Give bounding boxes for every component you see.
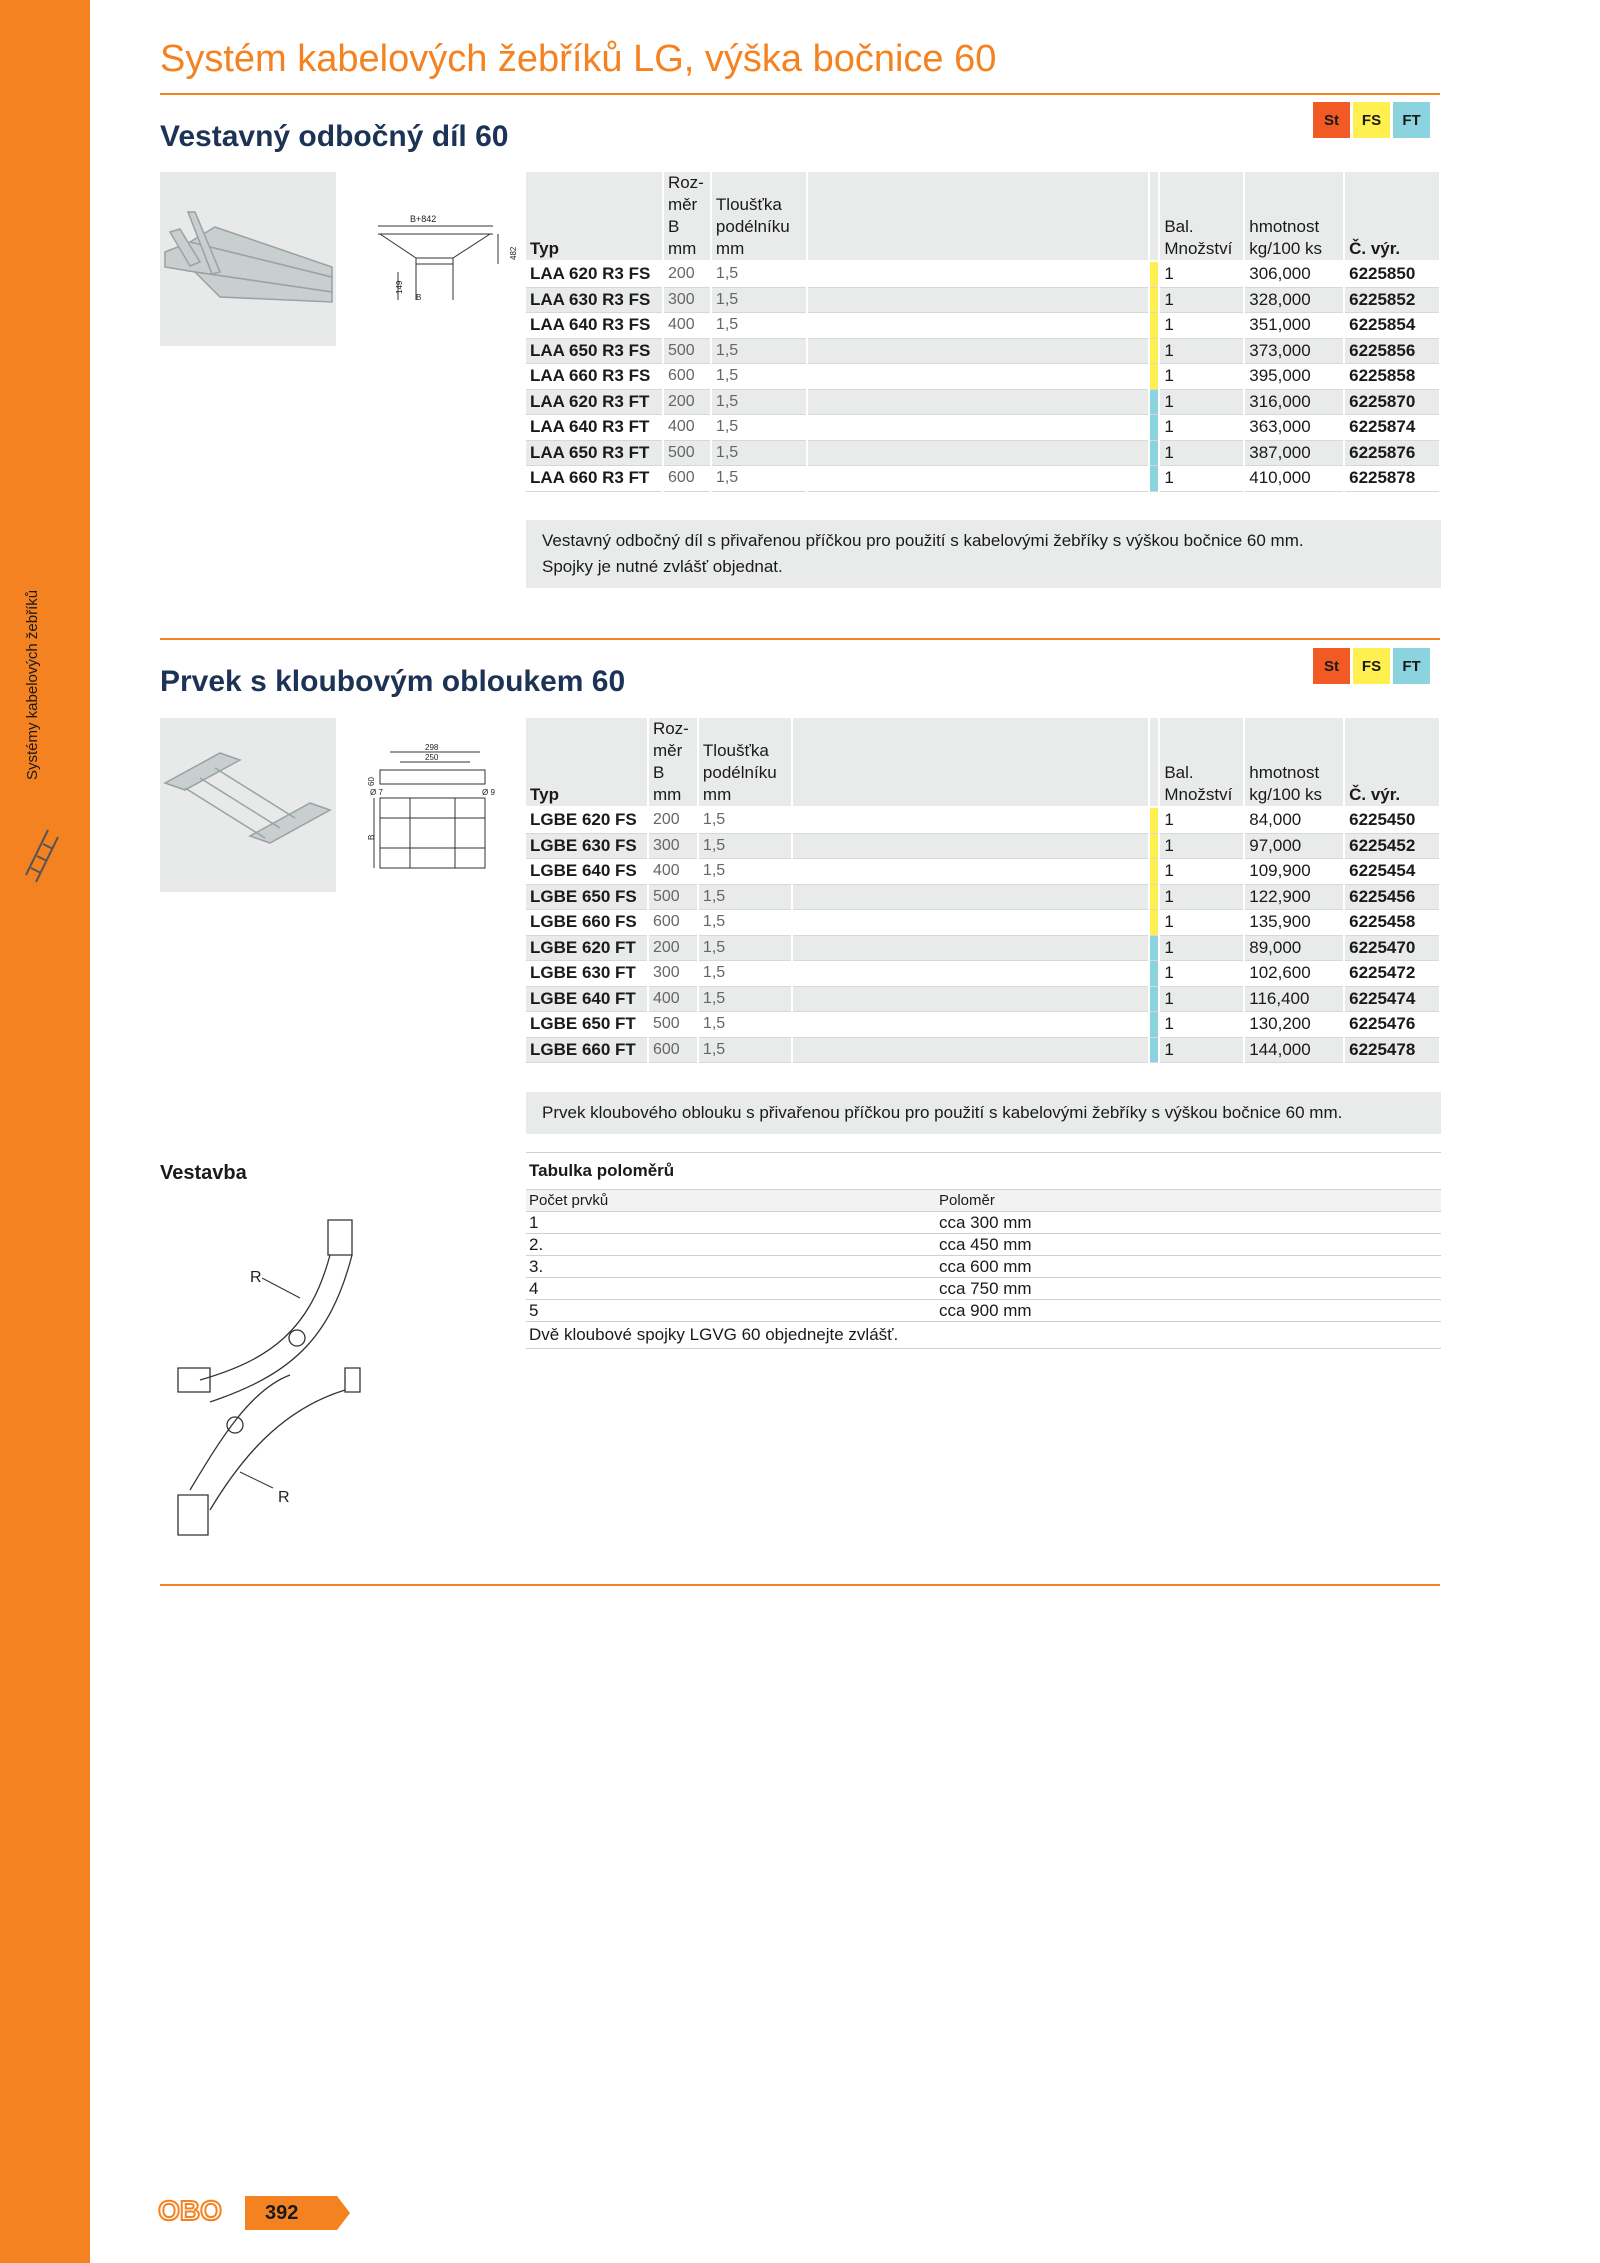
material-indicator bbox=[1149, 466, 1159, 492]
radius-col-radius: Poloměr bbox=[936, 1190, 1441, 1212]
product-table-1 bbox=[526, 172, 1441, 492]
cell-rozmer: 600 bbox=[648, 910, 698, 936]
dim-60: 60 bbox=[367, 777, 376, 786]
cell-tloustka: 1,5 bbox=[698, 833, 792, 859]
cell-rozmer: 200 bbox=[648, 935, 698, 961]
col-tloustka: Tloušťka podélníku mm bbox=[711, 172, 807, 261]
table-row bbox=[526, 338, 1440, 364]
cell-bal: 1 bbox=[1159, 287, 1244, 313]
table-row bbox=[526, 910, 1440, 936]
section1-note: Vestavný odbočný díl s přivařenou příčkou pro použití s kabelovými žebříky s výškou bočnice 60 mm. Spojky je nutné zvlášť objednat. bbox=[526, 520, 1441, 588]
material-indicator bbox=[1149, 833, 1159, 859]
cell-rozmer: 200 bbox=[648, 807, 698, 833]
cell-cvyr: 6225852 bbox=[1344, 287, 1440, 313]
cell-hmotnost: 130,200 bbox=[1244, 1012, 1344, 1038]
cell-tloustka: 1,5 bbox=[711, 287, 807, 313]
cell-bal: 1 bbox=[1159, 1037, 1244, 1063]
cell-typ: LGBE 620 FS bbox=[526, 807, 648, 833]
radius-count: 4 bbox=[526, 1278, 936, 1300]
bottom-rule bbox=[160, 1584, 1440, 1586]
cell-tloustka: 1,5 bbox=[711, 440, 807, 466]
table-row bbox=[526, 1012, 1440, 1038]
radius-value: cca 600 mm bbox=[936, 1256, 1441, 1278]
material-badges-2 bbox=[1313, 648, 1430, 684]
material-indicator bbox=[1149, 338, 1159, 364]
product-table-2 bbox=[526, 718, 1441, 1063]
material-indicator bbox=[1149, 961, 1159, 987]
cell-cvyr: 6225474 bbox=[1344, 986, 1440, 1012]
radius-table bbox=[526, 1152, 1441, 1349]
svg-text:OBO: OBO bbox=[158, 2195, 222, 2226]
cell-typ: LGBE 630 FS bbox=[526, 833, 648, 859]
cell-rozmer: 500 bbox=[648, 884, 698, 910]
cell-typ: LGBE 660 FS bbox=[526, 910, 648, 936]
radius-row bbox=[526, 1278, 1441, 1300]
cell-rozmer: 300 bbox=[663, 287, 711, 313]
cell-bal: 1 bbox=[1159, 313, 1244, 339]
cell-spacer bbox=[792, 961, 1149, 987]
radius-count: 5 bbox=[526, 1300, 936, 1322]
cell-bal: 1 bbox=[1159, 466, 1244, 492]
table-row bbox=[526, 261, 1440, 287]
label-r-bottom: R bbox=[278, 1489, 290, 1506]
page-title: Systém kabelových žebříků LG, výška bočnice 60 bbox=[160, 38, 997, 80]
cell-tloustka: 1,5 bbox=[698, 1037, 792, 1063]
material-indicator bbox=[1149, 415, 1159, 441]
table-row bbox=[526, 364, 1440, 390]
table-row bbox=[526, 986, 1440, 1012]
col-cvyr: Č. výr. bbox=[1344, 718, 1440, 807]
material-badges-1 bbox=[1313, 102, 1430, 138]
table-row bbox=[526, 415, 1440, 441]
radius-value: cca 300 mm bbox=[936, 1212, 1441, 1234]
sidebar-label: Systémy kabelových žebříků bbox=[24, 589, 41, 780]
cell-hmotnost: 102,600 bbox=[1244, 961, 1344, 987]
radius-table-title: Tabulka poloměrů bbox=[526, 1153, 1441, 1190]
cell-spacer bbox=[792, 859, 1149, 885]
col-tloustka: Tloušťka podélníku mm bbox=[698, 718, 792, 807]
table-row bbox=[526, 859, 1440, 885]
obo-logo bbox=[150, 2196, 230, 2226]
cell-bal: 1 bbox=[1159, 859, 1244, 885]
cell-hmotnost: 316,000 bbox=[1244, 389, 1344, 415]
cell-tloustka: 1,5 bbox=[711, 313, 807, 339]
material-indicator bbox=[1149, 910, 1159, 936]
drawing-2 bbox=[360, 738, 508, 888]
cell-hmotnost: 144,000 bbox=[1244, 1037, 1344, 1063]
table-row bbox=[526, 1037, 1440, 1063]
cell-typ: LGBE 640 FT bbox=[526, 986, 648, 1012]
cell-spacer bbox=[792, 986, 1149, 1012]
cell-tloustka: 1,5 bbox=[698, 859, 792, 885]
cell-tloustka: 1,5 bbox=[711, 415, 807, 441]
cell-tloustka: 1,5 bbox=[711, 364, 807, 390]
cell-rozmer: 600 bbox=[663, 466, 711, 492]
cell-cvyr: 6225472 bbox=[1344, 961, 1440, 987]
title-rule bbox=[160, 93, 1440, 95]
cell-typ: LGBE 650 FS bbox=[526, 884, 648, 910]
cell-rozmer: 300 bbox=[648, 833, 698, 859]
cell-spacer bbox=[792, 910, 1149, 936]
cell-spacer bbox=[792, 1037, 1149, 1063]
cell-tloustka: 1,5 bbox=[698, 935, 792, 961]
radius-count: 3. bbox=[526, 1256, 936, 1278]
badge-st: St bbox=[1313, 648, 1350, 684]
cell-cvyr: 6225458 bbox=[1344, 910, 1440, 936]
cell-spacer bbox=[792, 884, 1149, 910]
cell-rozmer: 600 bbox=[663, 364, 711, 390]
table-row bbox=[526, 287, 1440, 313]
cell-cvyr: 6225454 bbox=[1344, 859, 1440, 885]
cell-spacer bbox=[807, 415, 1150, 441]
cell-spacer bbox=[807, 261, 1150, 287]
cell-cvyr: 6225452 bbox=[1344, 833, 1440, 859]
cell-hmotnost: 109,900 bbox=[1244, 859, 1344, 885]
cell-rozmer: 200 bbox=[663, 261, 711, 287]
table-row bbox=[526, 466, 1440, 492]
cell-bal: 1 bbox=[1159, 935, 1244, 961]
cell-rozmer: 500 bbox=[648, 1012, 698, 1038]
cell-hmotnost: 363,000 bbox=[1244, 415, 1344, 441]
cell-bal: 1 bbox=[1159, 884, 1244, 910]
radius-row bbox=[526, 1256, 1441, 1278]
cell-spacer bbox=[807, 466, 1150, 492]
cell-spacer bbox=[807, 287, 1150, 313]
cell-typ: LGBE 660 FT bbox=[526, 1037, 648, 1063]
badge-ft: FT bbox=[1393, 648, 1430, 684]
cell-hmotnost: 135,900 bbox=[1244, 910, 1344, 936]
table-row bbox=[526, 833, 1440, 859]
drawing-1 bbox=[368, 210, 518, 310]
cell-hmotnost: 122,900 bbox=[1244, 884, 1344, 910]
table-row bbox=[526, 440, 1440, 466]
cell-cvyr: 6225456 bbox=[1344, 884, 1440, 910]
cell-cvyr: 6225450 bbox=[1344, 807, 1440, 833]
cell-bal: 1 bbox=[1159, 261, 1244, 287]
col-bal: Bal. Množství bbox=[1159, 172, 1244, 261]
cell-tloustka: 1,5 bbox=[711, 261, 807, 287]
cell-rozmer: 200 bbox=[663, 389, 711, 415]
cell-typ: LAA 650 R3 FS bbox=[526, 338, 663, 364]
table-row bbox=[526, 935, 1440, 961]
dim-top: B+842 bbox=[410, 214, 437, 224]
cell-cvyr: 6225478 bbox=[1344, 1037, 1440, 1063]
cell-cvyr: 6225854 bbox=[1344, 313, 1440, 339]
table-row bbox=[526, 389, 1440, 415]
cell-typ: LAA 620 R3 FS bbox=[526, 261, 663, 287]
cell-bal: 1 bbox=[1159, 807, 1244, 833]
cell-typ: LAA 640 R3 FT bbox=[526, 415, 663, 441]
col-bal: Bal. Množství bbox=[1159, 718, 1244, 807]
vestavba-drawing bbox=[160, 1210, 370, 1550]
section2-title: Prvek s kloubovým obloukem 60 bbox=[160, 665, 626, 698]
cell-hmotnost: 306,000 bbox=[1244, 261, 1344, 287]
cell-hmotnost: 387,000 bbox=[1244, 440, 1344, 466]
section1-title: Vestavný odbočný díl 60 bbox=[160, 120, 509, 153]
cell-hmotnost: 84,000 bbox=[1244, 807, 1344, 833]
cell-typ: LAA 650 R3 FT bbox=[526, 440, 663, 466]
col-cvyr: Č. výr. bbox=[1344, 172, 1440, 261]
cell-tloustka: 1,5 bbox=[698, 1012, 792, 1038]
radius-count: 1 bbox=[526, 1212, 936, 1234]
badge-st: St bbox=[1313, 102, 1350, 138]
product-photo-2 bbox=[160, 718, 336, 892]
cell-bal: 1 bbox=[1159, 389, 1244, 415]
cell-hmotnost: 410,000 bbox=[1244, 466, 1344, 492]
material-indicator bbox=[1149, 986, 1159, 1012]
material-indicator bbox=[1149, 364, 1159, 390]
cell-hmotnost: 373,000 bbox=[1244, 338, 1344, 364]
table-row bbox=[526, 313, 1440, 339]
cell-typ: LAA 620 R3 FT bbox=[526, 389, 663, 415]
material-indicator bbox=[1149, 807, 1159, 833]
cell-cvyr: 6225870 bbox=[1344, 389, 1440, 415]
cell-rozmer: 300 bbox=[648, 961, 698, 987]
radius-value: cca 900 mm bbox=[936, 1300, 1441, 1322]
cell-typ: LAA 630 R3 FS bbox=[526, 287, 663, 313]
dim-d9: Ø 9 bbox=[482, 788, 495, 797]
material-indicator bbox=[1149, 440, 1159, 466]
cell-spacer bbox=[807, 364, 1150, 390]
cell-spacer bbox=[807, 440, 1150, 466]
cable-ladder-icon bbox=[18, 820, 68, 890]
badge-ft: FT bbox=[1393, 102, 1430, 138]
col-hmotnost: hmotnost kg/100 ks bbox=[1244, 718, 1344, 807]
cell-tloustka: 1,5 bbox=[698, 807, 792, 833]
cell-typ: LGBE 640 FS bbox=[526, 859, 648, 885]
cell-spacer bbox=[807, 313, 1150, 339]
cell-rozmer: 400 bbox=[663, 313, 711, 339]
material-indicator bbox=[1149, 1012, 1159, 1038]
material-indicator bbox=[1149, 859, 1159, 885]
cell-spacer bbox=[792, 833, 1149, 859]
cell-cvyr: 6225874 bbox=[1344, 415, 1440, 441]
radius-footnote: Dvě kloubové spojky LGVG 60 objednejte zvlášť. bbox=[526, 1322, 1441, 1349]
cell-bal: 1 bbox=[1159, 440, 1244, 466]
cell-spacer bbox=[807, 338, 1150, 364]
cell-typ: LAA 660 R3 FT bbox=[526, 466, 663, 492]
cell-hmotnost: 328,000 bbox=[1244, 287, 1344, 313]
cell-rozmer: 600 bbox=[648, 1037, 698, 1063]
material-indicator bbox=[1149, 313, 1159, 339]
cell-spacer bbox=[792, 935, 1149, 961]
cell-bal: 1 bbox=[1159, 986, 1244, 1012]
cell-tloustka: 1,5 bbox=[711, 466, 807, 492]
cell-typ: LGBE 620 FT bbox=[526, 935, 648, 961]
cell-bal: 1 bbox=[1159, 338, 1244, 364]
cell-bal: 1 bbox=[1159, 415, 1244, 441]
material-indicator bbox=[1149, 1037, 1159, 1063]
dim-right: 482 bbox=[509, 246, 518, 260]
cell-rozmer: 400 bbox=[663, 415, 711, 441]
cell-rozmer: 400 bbox=[648, 986, 698, 1012]
cell-hmotnost: 116,400 bbox=[1244, 986, 1344, 1012]
dim-left: 149 bbox=[395, 280, 404, 294]
cell-tloustka: 1,5 bbox=[711, 389, 807, 415]
table-row bbox=[526, 807, 1440, 833]
cell-bal: 1 bbox=[1159, 1012, 1244, 1038]
sidebar bbox=[0, 0, 90, 2263]
dim-b: B bbox=[367, 834, 376, 840]
dim-bottom: B bbox=[416, 293, 422, 302]
vestavba-title: Vestavba bbox=[160, 1162, 247, 1184]
cell-tloustka: 1,5 bbox=[698, 986, 792, 1012]
radius-value: cca 750 mm bbox=[936, 1278, 1441, 1300]
section2-note: Prvek kloubového oblouku s přivařenou příčkou pro použití s kabelovými žebříky s výškou bočnice 60 mm. bbox=[526, 1092, 1441, 1134]
cell-typ: LGBE 650 FT bbox=[526, 1012, 648, 1038]
cell-cvyr: 6225876 bbox=[1344, 440, 1440, 466]
radius-col-count: Počet prvků bbox=[526, 1190, 936, 1212]
cell-cvyr: 6225850 bbox=[1344, 261, 1440, 287]
cell-rozmer: 500 bbox=[663, 440, 711, 466]
radius-count: 2. bbox=[526, 1234, 936, 1256]
table-row bbox=[526, 884, 1440, 910]
cell-rozmer: 400 bbox=[648, 859, 698, 885]
cell-cvyr: 6225476 bbox=[1344, 1012, 1440, 1038]
cell-cvyr: 6225470 bbox=[1344, 935, 1440, 961]
cell-cvyr: 6225878 bbox=[1344, 466, 1440, 492]
cell-typ: LAA 660 R3 FS bbox=[526, 364, 663, 390]
cell-spacer bbox=[792, 807, 1149, 833]
cell-bal: 1 bbox=[1159, 910, 1244, 936]
col-typ: Typ bbox=[526, 718, 648, 807]
col-rozmer: Roz- měr B mm bbox=[663, 172, 711, 261]
section-rule bbox=[160, 638, 1440, 640]
cell-bal: 1 bbox=[1159, 961, 1244, 987]
cell-rozmer: 500 bbox=[663, 338, 711, 364]
material-indicator bbox=[1149, 389, 1159, 415]
radius-row bbox=[526, 1300, 1441, 1322]
dim-d7: Ø 7 bbox=[370, 788, 383, 797]
material-indicator bbox=[1149, 935, 1159, 961]
cell-tloustka: 1,5 bbox=[698, 961, 792, 987]
table-row bbox=[526, 961, 1440, 987]
material-indicator bbox=[1149, 287, 1159, 313]
product-photo-1 bbox=[160, 172, 336, 346]
badge-fs: FS bbox=[1353, 102, 1390, 138]
radius-row bbox=[526, 1234, 1441, 1256]
col-rozmer: Roz- měr B mm bbox=[648, 718, 698, 807]
cell-tloustka: 1,5 bbox=[698, 884, 792, 910]
cell-hmotnost: 89,000 bbox=[1244, 935, 1344, 961]
cell-hmotnost: 351,000 bbox=[1244, 313, 1344, 339]
material-indicator bbox=[1149, 261, 1159, 287]
badge-fs: FS bbox=[1353, 648, 1390, 684]
cell-cvyr: 6225858 bbox=[1344, 364, 1440, 390]
cell-typ: LAA 640 R3 FS bbox=[526, 313, 663, 339]
cell-bal: 1 bbox=[1159, 833, 1244, 859]
radius-row bbox=[526, 1212, 1441, 1234]
cell-bal: 1 bbox=[1159, 364, 1244, 390]
cell-spacer bbox=[792, 1012, 1149, 1038]
radius-value: cca 450 mm bbox=[936, 1234, 1441, 1256]
page-number: 392 bbox=[265, 2202, 299, 2224]
dim-298: 298 bbox=[425, 743, 439, 752]
dim-250: 250 bbox=[425, 753, 439, 762]
cell-typ: LGBE 630 FT bbox=[526, 961, 648, 987]
cell-hmotnost: 97,000 bbox=[1244, 833, 1344, 859]
material-indicator bbox=[1149, 884, 1159, 910]
cell-hmotnost: 395,000 bbox=[1244, 364, 1344, 390]
col-typ: Typ bbox=[526, 172, 663, 261]
cell-tloustka: 1,5 bbox=[711, 338, 807, 364]
cell-spacer bbox=[807, 389, 1150, 415]
label-r-top: R bbox=[250, 1269, 262, 1286]
col-hmotnost: hmotnost kg/100 ks bbox=[1244, 172, 1344, 261]
cell-tloustka: 1,5 bbox=[698, 910, 792, 936]
cell-cvyr: 6225856 bbox=[1344, 338, 1440, 364]
